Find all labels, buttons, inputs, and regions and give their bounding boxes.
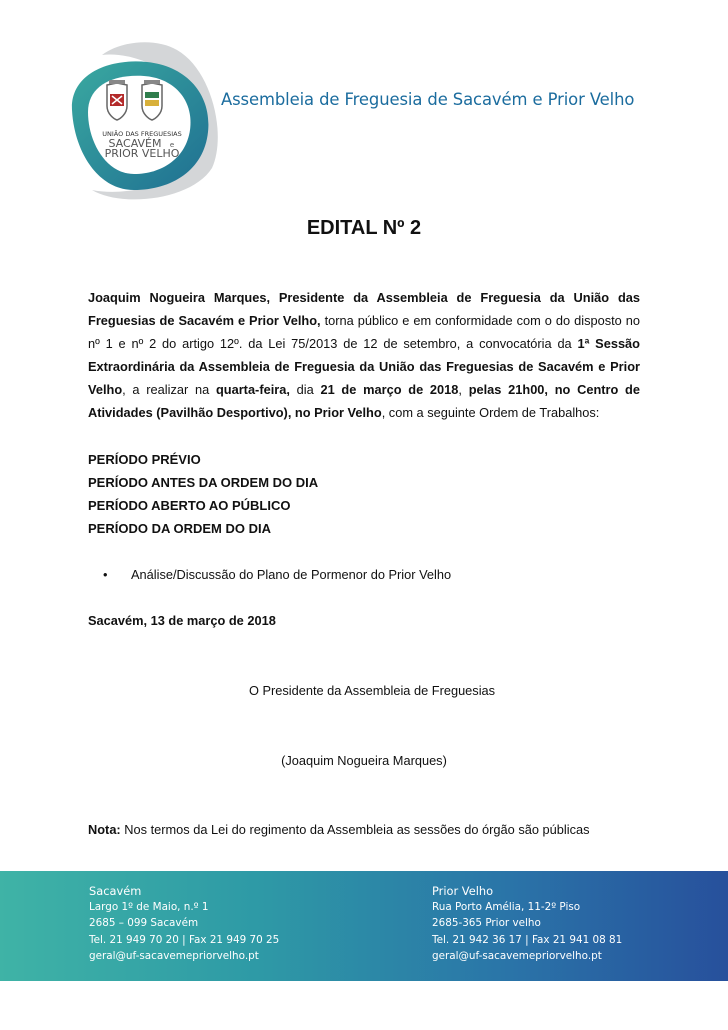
logo-line2-e: e — [169, 141, 175, 149]
footer-email[interactable]: geral@uf-sacavemepriorvelho.pt — [89, 949, 259, 962]
footer-address: Rua Porto Amélia, 11-2º Piso — [432, 901, 581, 914]
body-paragraph — [88, 286, 640, 425]
signature-name: (Joaquim Nogueira Marques) — [281, 753, 447, 768]
logo-line1: UNIÃO DAS FREGUESIAS — [102, 130, 182, 138]
agenda-periods — [88, 448, 318, 540]
signature-title: O Presidente da Assembleia de Freguesias — [248, 683, 496, 698]
footer-email[interactable]: geral@uf-sacavemepriorvelho.pt — [432, 949, 602, 962]
footer-address: Largo 1º de Maio, n.º 1 — [89, 901, 209, 914]
para-text: dia — [289, 382, 321, 398]
period-item: PERÍODO DA ORDEM DO DIA — [88, 521, 271, 536]
note-label: Nota: — [88, 822, 121, 837]
place-date: Sacavém, 13 de março de 2018 — [88, 613, 276, 628]
logo-line3: PRIOR VELHO — [104, 147, 180, 160]
para-text: , a realizar na — [122, 382, 216, 398]
header-title: Assembleia de Freguesia de Sacavém e Prior Velho — [221, 90, 635, 109]
para-text: torna público e em conformidade com o do disposto no nº 1 e nº 2 do artigo 12º. da Lei 75/2013 de 12 de setembro, a convocatória da — [88, 313, 640, 352]
footer-phone: Tel. 21 949 70 20 | Fax 21 949 70 25 — [89, 933, 280, 946]
bullet-marker: • — [103, 567, 108, 582]
footer-phone: Tel. 21 942 36 17 | Fax 21 941 08 81 — [432, 933, 623, 946]
footer-band — [0, 871, 728, 981]
para-date: 21 de março de 2018 — [320, 382, 459, 398]
agenda-bullet-item — [103, 567, 451, 582]
logo-line2: SACAVÉM — [108, 137, 162, 150]
note-text: Nos termos da Lei do regimento da Assembleia as sessões do órgão são públicas — [120, 822, 590, 837]
document-title: EDITAL Nº 2 — [306, 217, 422, 239]
footer-sacavem — [89, 883, 279, 964]
bullet-text: Análise/Discussão do Plano de Pormenor do Prior Velho — [131, 567, 452, 582]
period-item: PERÍODO ANTES DA ORDEM DO DIA — [88, 475, 319, 490]
note — [88, 822, 589, 837]
footer-location-title: Prior Velho — [432, 884, 494, 898]
footer-postal: 2685-365 Prior velho — [432, 917, 541, 930]
period-item: PERÍODO ABERTO AO PÚBLICO — [88, 498, 291, 513]
para-text: , — [458, 382, 469, 398]
parish-logo — [62, 40, 222, 202]
period-item: PERÍODO PRÉVIO — [88, 452, 201, 467]
para-text: , com a seguinte Ordem de Trabalhos: — [381, 405, 600, 421]
footer-postal: 2685 – 099 Sacavém — [89, 917, 199, 930]
para-weekday: quarta-feira, — [215, 382, 290, 398]
footer-location-title: Sacavém — [89, 884, 142, 898]
footer-prior-velho — [432, 883, 622, 964]
para-sessao: 1ª Sessão Extraordinária da Assembleia de Freguesia da União das Freguesias de Sacavém e Prior Velho — [88, 336, 640, 398]
para-presidente: Joaquim Nogueira Marques, Presidente da Assembleia de Freguesia da União das Freguesias de Sacavém e Prior Velho, — [88, 290, 640, 329]
para-location: pelas 21h00, no Centro de Atividades (Pavilhão Desportivo), no Prior Velho — [88, 382, 640, 421]
